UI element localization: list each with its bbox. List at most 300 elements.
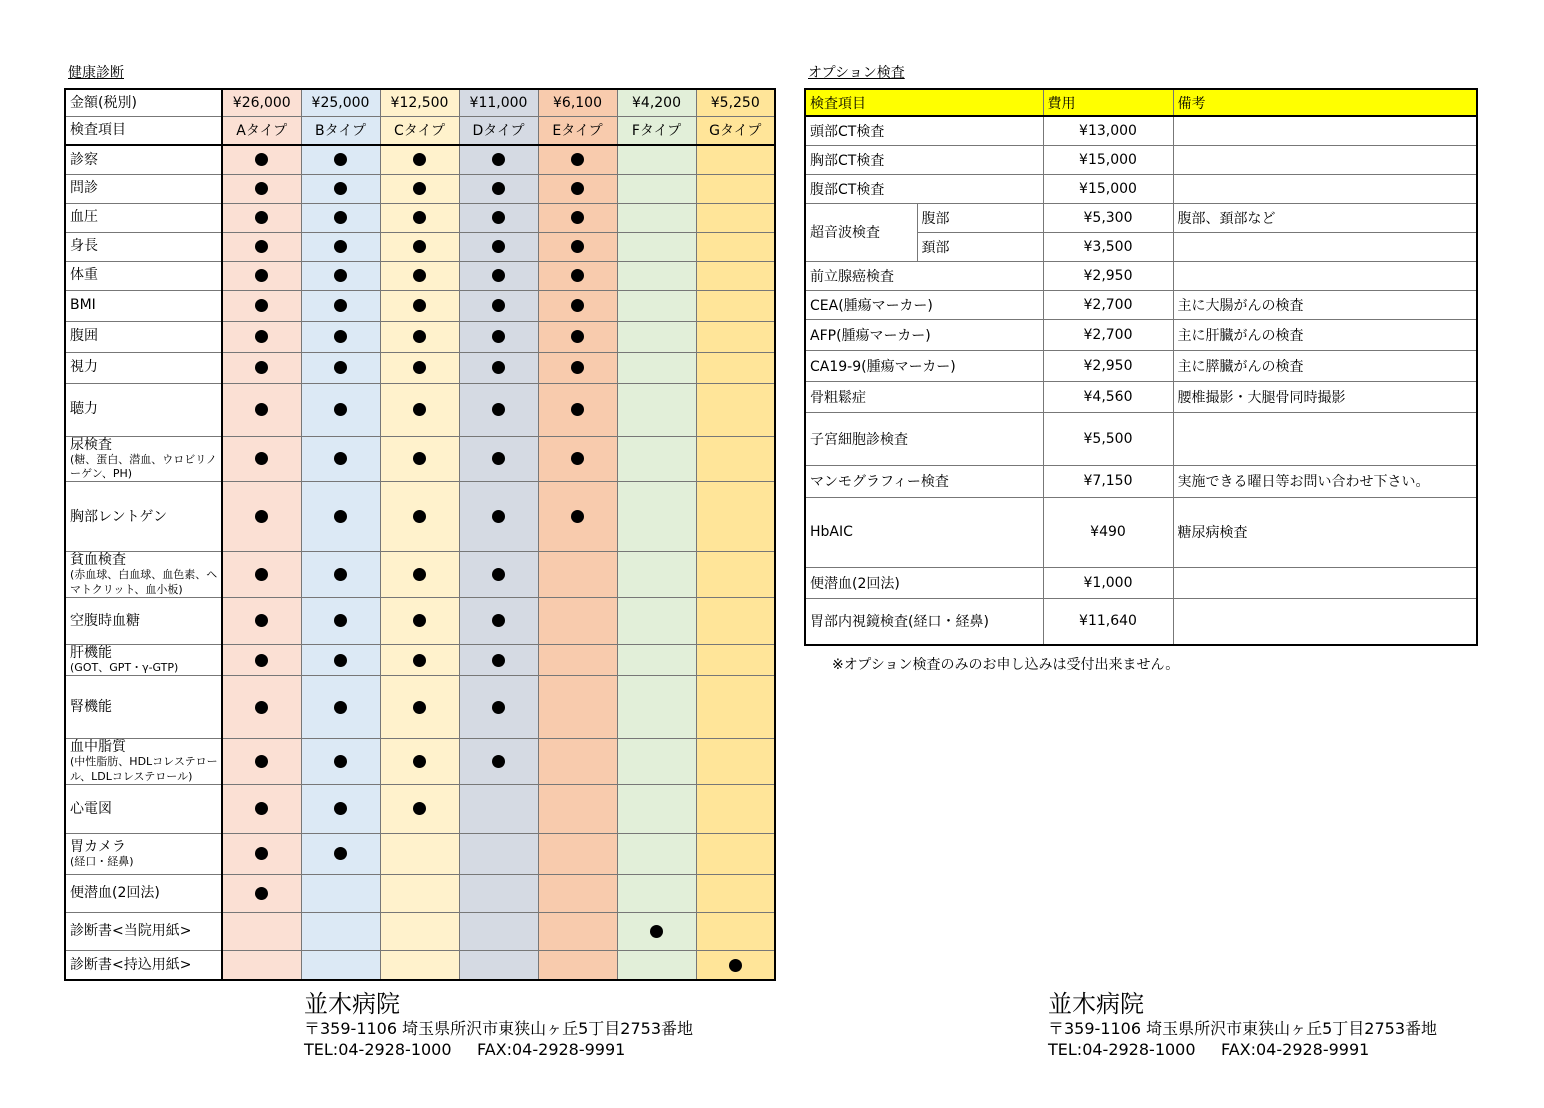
option-price: ¥2,700 bbox=[1043, 319, 1173, 350]
mark-cell bbox=[222, 644, 301, 675]
mark-cell bbox=[696, 644, 775, 675]
mark-cell bbox=[696, 383, 775, 436]
option-note-cell: 主に肝臓がんの検査 bbox=[1173, 319, 1477, 350]
option-subitem: 腹部 bbox=[917, 203, 1043, 232]
included-dot-icon bbox=[413, 403, 426, 416]
included-dot-icon bbox=[255, 211, 268, 224]
included-dot-icon bbox=[334, 452, 347, 465]
fax-number: FAX:04-2928-9991 bbox=[1220, 1040, 1370, 1059]
mark-cell bbox=[617, 874, 696, 912]
included-dot-icon bbox=[255, 755, 268, 768]
mark-cell bbox=[222, 145, 301, 174]
mark-cell bbox=[301, 145, 380, 174]
mark-cell bbox=[380, 145, 459, 174]
option-note-cell bbox=[1173, 261, 1477, 290]
exam-item-name: 肝機能 bbox=[70, 644, 112, 661]
mark-cell bbox=[380, 482, 459, 552]
option-price: ¥13,000 bbox=[1043, 116, 1173, 145]
included-dot-icon bbox=[571, 240, 584, 253]
option-price: ¥11,640 bbox=[1043, 598, 1173, 645]
mark-cell bbox=[696, 145, 775, 174]
included-dot-icon bbox=[255, 330, 268, 343]
exam-item bbox=[65, 874, 222, 912]
mark-cell bbox=[459, 290, 538, 321]
mark-cell bbox=[301, 321, 380, 352]
option-note-cell: 実施できる曜日等お問い合わせ下さい。 bbox=[1173, 465, 1477, 497]
mark-cell bbox=[617, 833, 696, 874]
included-dot-icon bbox=[255, 361, 268, 374]
mark-cell bbox=[380, 739, 459, 785]
mark-cell bbox=[380, 203, 459, 232]
mark-cell bbox=[459, 232, 538, 261]
item-label: 検査項目 bbox=[65, 116, 222, 145]
table-row bbox=[805, 116, 1477, 145]
mark-cell bbox=[538, 482, 617, 552]
included-dot-icon bbox=[492, 654, 505, 667]
included-dot-icon bbox=[571, 153, 584, 166]
included-dot-icon bbox=[571, 299, 584, 312]
option-price: ¥2,950 bbox=[1043, 350, 1173, 381]
included-dot-icon bbox=[492, 701, 505, 714]
option-item: 骨粗鬆症 bbox=[805, 381, 1043, 412]
hospital-address: 〒359-1106 埼玉県所沢市東狭山ヶ丘5丁目2753番地 bbox=[1048, 1019, 1438, 1038]
hospital-address: 〒359-1106 埼玉県所沢市東狭山ヶ丘5丁目2753番地 bbox=[304, 1019, 694, 1038]
mark-cell bbox=[222, 950, 301, 980]
price-cell: ¥6,100 bbox=[538, 89, 617, 116]
hospital-contact bbox=[1048, 1040, 1437, 1060]
mark-cell bbox=[380, 950, 459, 980]
mark-cell bbox=[696, 874, 775, 912]
option-note-cell bbox=[1173, 598, 1477, 645]
mark-cell bbox=[538, 203, 617, 232]
mark-cell bbox=[301, 739, 380, 785]
included-dot-icon bbox=[492, 269, 505, 282]
mark-cell bbox=[538, 833, 617, 874]
included-dot-icon bbox=[413, 802, 426, 815]
mark-cell bbox=[301, 912, 380, 950]
table-row bbox=[805, 598, 1477, 645]
mark-cell bbox=[380, 597, 459, 644]
exam-item-name: BMI bbox=[70, 297, 96, 314]
mark-cell bbox=[538, 232, 617, 261]
type-cell: Cタイプ bbox=[380, 116, 459, 145]
included-dot-icon bbox=[571, 182, 584, 195]
option-note-cell: 糖尿病検査 bbox=[1173, 497, 1477, 567]
mark-cell bbox=[301, 874, 380, 912]
option-section-title: オプション検査 bbox=[808, 65, 905, 81]
included-dot-icon bbox=[255, 299, 268, 312]
mark-cell bbox=[538, 174, 617, 203]
included-dot-icon bbox=[255, 614, 268, 627]
included-dot-icon bbox=[255, 510, 268, 523]
table-row bbox=[65, 145, 775, 174]
exam-item-name: 便潜血(2回法) bbox=[70, 885, 160, 902]
mark-cell bbox=[696, 784, 775, 833]
mark-cell bbox=[301, 174, 380, 203]
mark-cell bbox=[301, 352, 380, 383]
mark-cell bbox=[380, 833, 459, 874]
mark-cell bbox=[222, 174, 301, 203]
mark-cell bbox=[538, 676, 617, 739]
mark-cell bbox=[459, 203, 538, 232]
type-cell: Aタイプ bbox=[222, 116, 301, 145]
included-dot-icon bbox=[413, 568, 426, 581]
exam-item bbox=[65, 597, 222, 644]
mark-cell bbox=[696, 676, 775, 739]
mark-cell bbox=[301, 232, 380, 261]
mark-cell bbox=[459, 261, 538, 290]
mark-cell bbox=[538, 290, 617, 321]
table-row bbox=[65, 912, 775, 950]
fax-number: FAX:04-2928-9991 bbox=[476, 1040, 626, 1059]
mark-cell bbox=[222, 833, 301, 874]
mark-cell bbox=[459, 597, 538, 644]
exam-item bbox=[65, 912, 222, 950]
mark-cell bbox=[222, 552, 301, 598]
mark-cell bbox=[617, 436, 696, 482]
mark-cell bbox=[380, 174, 459, 203]
included-dot-icon bbox=[492, 568, 505, 581]
exam-item bbox=[65, 261, 222, 290]
mark-cell bbox=[617, 784, 696, 833]
mark-cell bbox=[538, 352, 617, 383]
included-dot-icon bbox=[492, 240, 505, 253]
option-item: 前立腺癌検査 bbox=[805, 261, 1043, 290]
exam-item bbox=[65, 676, 222, 739]
mark-cell bbox=[380, 290, 459, 321]
exam-item bbox=[65, 145, 222, 174]
included-dot-icon bbox=[492, 182, 505, 195]
mark-cell bbox=[538, 145, 617, 174]
included-dot-icon bbox=[413, 361, 426, 374]
option-note-cell bbox=[1173, 174, 1477, 203]
option-price: ¥3,500 bbox=[1043, 232, 1173, 261]
option-price: ¥7,150 bbox=[1043, 465, 1173, 497]
mark-cell bbox=[459, 436, 538, 482]
mark-cell bbox=[222, 739, 301, 785]
exam-item bbox=[65, 482, 222, 552]
included-dot-icon bbox=[492, 403, 505, 416]
included-dot-icon bbox=[334, 153, 347, 166]
table-row bbox=[65, 739, 775, 785]
option-price: ¥2,700 bbox=[1043, 290, 1173, 319]
mark-cell bbox=[301, 203, 380, 232]
option-price: ¥490 bbox=[1043, 497, 1173, 567]
mark-cell bbox=[459, 950, 538, 980]
included-dot-icon bbox=[255, 887, 268, 900]
mark-cell bbox=[617, 290, 696, 321]
hospital-name: 並木病院 bbox=[1048, 990, 1144, 1018]
exam-item-name: 診断書<当院用紙> bbox=[70, 923, 192, 940]
mark-cell bbox=[617, 232, 696, 261]
included-dot-icon bbox=[492, 614, 505, 627]
mark-cell bbox=[696, 833, 775, 874]
mark-cell bbox=[617, 644, 696, 675]
option-note-cell bbox=[1173, 145, 1477, 174]
table-row bbox=[65, 644, 775, 675]
mark-cell bbox=[380, 383, 459, 436]
option-note-cell bbox=[1173, 116, 1477, 145]
type-cell: Bタイプ bbox=[301, 116, 380, 145]
option-exam-table bbox=[804, 88, 1478, 646]
table-row bbox=[805, 465, 1477, 497]
mark-cell bbox=[617, 203, 696, 232]
health-section-title: 健康診断 bbox=[68, 65, 124, 81]
price-cell: ¥11,000 bbox=[459, 89, 538, 116]
mark-cell bbox=[459, 912, 538, 950]
exam-item bbox=[65, 739, 222, 785]
table-row bbox=[65, 290, 775, 321]
header-item: 検査項目 bbox=[805, 89, 1043, 116]
mark-cell bbox=[459, 874, 538, 912]
included-dot-icon bbox=[492, 510, 505, 523]
included-dot-icon bbox=[334, 269, 347, 282]
table-row bbox=[65, 436, 775, 482]
included-dot-icon bbox=[255, 802, 268, 815]
included-dot-icon bbox=[492, 452, 505, 465]
table-row bbox=[805, 381, 1477, 412]
exam-item-name: 診察 bbox=[70, 151, 98, 168]
included-dot-icon bbox=[492, 299, 505, 312]
included-dot-icon bbox=[413, 269, 426, 282]
included-dot-icon bbox=[413, 330, 426, 343]
option-item: 胃部内視鏡検査(経口・経鼻) bbox=[805, 598, 1043, 645]
included-dot-icon bbox=[571, 211, 584, 224]
included-dot-icon bbox=[413, 614, 426, 627]
mark-cell bbox=[459, 321, 538, 352]
option-note-cell bbox=[1173, 412, 1477, 465]
price-cell: ¥26,000 bbox=[222, 89, 301, 116]
table-row bbox=[805, 497, 1477, 567]
exam-item-name: 身長 bbox=[70, 238, 98, 255]
included-dot-icon bbox=[255, 403, 268, 416]
mark-cell bbox=[617, 383, 696, 436]
mark-cell bbox=[222, 290, 301, 321]
exam-item-name: 尿検査 bbox=[70, 436, 112, 453]
mark-cell bbox=[538, 597, 617, 644]
table-row bbox=[805, 567, 1477, 598]
table-row bbox=[65, 676, 775, 739]
included-dot-icon bbox=[571, 510, 584, 523]
table-row bbox=[65, 597, 775, 644]
mark-cell bbox=[538, 874, 617, 912]
mark-cell bbox=[617, 261, 696, 290]
included-dot-icon bbox=[650, 925, 663, 938]
mark-cell bbox=[301, 552, 380, 598]
mark-cell bbox=[301, 597, 380, 644]
exam-item-name: 聴力 bbox=[70, 401, 98, 418]
mark-cell bbox=[617, 739, 696, 785]
included-dot-icon bbox=[334, 211, 347, 224]
included-dot-icon bbox=[413, 510, 426, 523]
mark-cell bbox=[459, 145, 538, 174]
mark-cell bbox=[301, 436, 380, 482]
mark-cell bbox=[222, 784, 301, 833]
option-header-row bbox=[805, 89, 1477, 116]
mark-cell bbox=[380, 676, 459, 739]
table-row bbox=[65, 203, 775, 232]
mark-cell bbox=[617, 174, 696, 203]
mark-cell bbox=[538, 784, 617, 833]
included-dot-icon bbox=[255, 654, 268, 667]
mark-cell bbox=[301, 261, 380, 290]
table-row bbox=[65, 482, 775, 552]
table-row bbox=[805, 145, 1477, 174]
included-dot-icon bbox=[413, 755, 426, 768]
option-item: 腹部CT検査 bbox=[805, 174, 1043, 203]
included-dot-icon bbox=[334, 182, 347, 195]
price-label: 金額(税別) bbox=[65, 89, 222, 116]
option-item: 便潜血(2回法) bbox=[805, 567, 1043, 598]
option-note-cell: 主に膵臓がんの検査 bbox=[1173, 350, 1477, 381]
option-price: ¥5,300 bbox=[1043, 203, 1173, 232]
mark-cell bbox=[538, 436, 617, 482]
mark-cell bbox=[380, 874, 459, 912]
mark-cell bbox=[459, 739, 538, 785]
included-dot-icon bbox=[255, 269, 268, 282]
mark-cell bbox=[301, 833, 380, 874]
mark-cell bbox=[617, 352, 696, 383]
option-price: ¥5,500 bbox=[1043, 412, 1173, 465]
mark-cell bbox=[222, 321, 301, 352]
mark-cell bbox=[459, 676, 538, 739]
mark-cell bbox=[617, 552, 696, 598]
exam-item-detail: (経口・経鼻) bbox=[70, 854, 134, 868]
included-dot-icon bbox=[255, 452, 268, 465]
mark-cell bbox=[301, 784, 380, 833]
exam-item bbox=[65, 436, 222, 482]
mark-cell bbox=[696, 597, 775, 644]
mark-cell bbox=[696, 290, 775, 321]
mark-cell bbox=[459, 552, 538, 598]
included-dot-icon bbox=[334, 614, 347, 627]
mark-cell bbox=[459, 383, 538, 436]
mark-cell bbox=[696, 912, 775, 950]
included-dot-icon bbox=[571, 330, 584, 343]
included-dot-icon bbox=[334, 847, 347, 860]
included-dot-icon bbox=[413, 211, 426, 224]
option-item: 超音波検査 bbox=[805, 203, 917, 261]
mark-cell bbox=[696, 352, 775, 383]
exam-item bbox=[65, 644, 222, 675]
mark-cell bbox=[222, 436, 301, 482]
mark-cell bbox=[459, 352, 538, 383]
option-note-cell: 腹部、頚部など bbox=[1173, 203, 1477, 232]
mark-cell bbox=[222, 912, 301, 950]
exam-item-detail: (赤血球、白血球、血色素、ヘマトクリット、血小板) bbox=[70, 568, 218, 596]
exam-item-name: 視力 bbox=[70, 359, 98, 376]
exam-item-name: 胸部レントゲン bbox=[70, 508, 168, 525]
mark-cell bbox=[380, 912, 459, 950]
table-row bbox=[65, 784, 775, 833]
table-row bbox=[65, 261, 775, 290]
mark-cell bbox=[459, 833, 538, 874]
included-dot-icon bbox=[255, 182, 268, 195]
mark-cell bbox=[380, 436, 459, 482]
exam-item bbox=[65, 232, 222, 261]
exam-item bbox=[65, 321, 222, 352]
exam-item-name: 体重 bbox=[70, 267, 98, 284]
included-dot-icon bbox=[334, 802, 347, 815]
mark-cell bbox=[459, 784, 538, 833]
mark-cell bbox=[617, 597, 696, 644]
mark-cell bbox=[301, 290, 380, 321]
option-price: ¥15,000 bbox=[1043, 174, 1173, 203]
option-price: ¥2,950 bbox=[1043, 261, 1173, 290]
mark-cell bbox=[301, 383, 380, 436]
option-note-cell: 腰椎撮影・大腿骨同時撮影 bbox=[1173, 381, 1477, 412]
included-dot-icon bbox=[334, 654, 347, 667]
included-dot-icon bbox=[571, 269, 584, 282]
mark-cell bbox=[617, 912, 696, 950]
header-note: 備考 bbox=[1173, 89, 1477, 116]
mark-cell bbox=[617, 145, 696, 174]
table-row bbox=[805, 412, 1477, 465]
mark-cell bbox=[696, 739, 775, 785]
footer-right bbox=[1048, 990, 1437, 1060]
option-note-cell bbox=[1173, 232, 1477, 261]
table-row bbox=[65, 383, 775, 436]
option-item: AFP(腫瘍マーカー) bbox=[805, 319, 1043, 350]
mark-cell bbox=[222, 874, 301, 912]
mark-cell bbox=[696, 203, 775, 232]
type-cell: Gタイプ bbox=[696, 116, 775, 145]
exam-item-name: 心電図 bbox=[70, 800, 112, 817]
mark-cell bbox=[538, 261, 617, 290]
exam-item-detail: (中性脂肪、HDLコレステロール、LDLコレステロール) bbox=[70, 755, 218, 783]
exam-item-name: 腹囲 bbox=[70, 328, 98, 345]
mark-cell bbox=[538, 321, 617, 352]
included-dot-icon bbox=[334, 568, 347, 581]
mark-cell bbox=[301, 482, 380, 552]
exam-item bbox=[65, 352, 222, 383]
mark-cell bbox=[696, 321, 775, 352]
mark-cell bbox=[696, 552, 775, 598]
hospital-name: 並木病院 bbox=[304, 990, 400, 1018]
included-dot-icon bbox=[492, 361, 505, 374]
mark-cell bbox=[538, 383, 617, 436]
option-item: マンモグラフィー検査 bbox=[805, 465, 1043, 497]
option-item: 胸部CT検査 bbox=[805, 145, 1043, 174]
option-item: CA19-9(腫瘍マーカー) bbox=[805, 350, 1043, 381]
table-row bbox=[805, 350, 1477, 381]
mark-cell bbox=[222, 261, 301, 290]
mark-cell bbox=[538, 644, 617, 675]
included-dot-icon bbox=[255, 701, 268, 714]
included-dot-icon bbox=[334, 240, 347, 253]
option-price: ¥1,000 bbox=[1043, 567, 1173, 598]
mark-cell bbox=[380, 352, 459, 383]
price-cell: ¥25,000 bbox=[301, 89, 380, 116]
included-dot-icon bbox=[492, 755, 505, 768]
mark-cell bbox=[222, 676, 301, 739]
mark-cell bbox=[617, 950, 696, 980]
table-row bbox=[805, 203, 1477, 232]
included-dot-icon bbox=[255, 847, 268, 860]
included-dot-icon bbox=[413, 240, 426, 253]
exam-item-name: 診断書<持込用紙> bbox=[70, 957, 192, 974]
mark-cell bbox=[380, 321, 459, 352]
option-price: ¥4,560 bbox=[1043, 381, 1173, 412]
mark-cell bbox=[222, 383, 301, 436]
exam-item-name: 貧血検査 bbox=[70, 552, 126, 569]
included-dot-icon bbox=[413, 182, 426, 195]
hospital-contact bbox=[304, 1040, 693, 1060]
included-dot-icon bbox=[255, 240, 268, 253]
included-dot-icon bbox=[334, 755, 347, 768]
included-dot-icon bbox=[492, 153, 505, 166]
table-row bbox=[65, 950, 775, 980]
